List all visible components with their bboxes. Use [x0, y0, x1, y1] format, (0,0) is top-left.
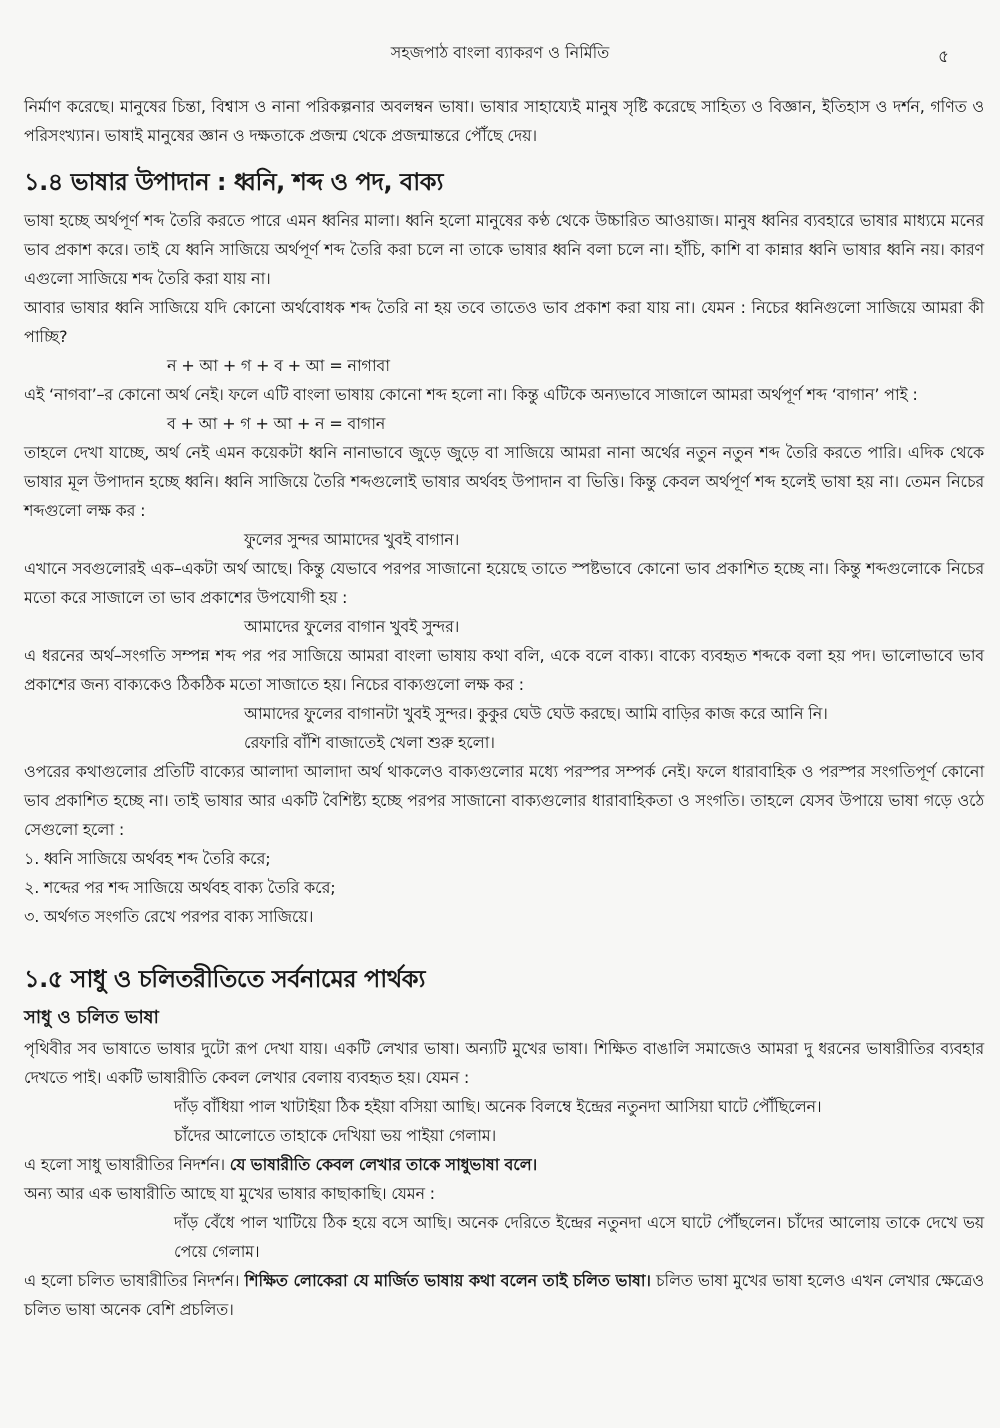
definition-bold: শিক্ষিত লোকেরা যে মার্জিত ভাষায় কথা বলেন তাই চলিত ভাষা। [244, 1271, 651, 1290]
paragraph: তাহলে দেখা যাচ্ছে, অর্থ নেই এমন কয়েকটা ধ্বনি নানাভাবে জুড়ে জুড়ে বা সাজিয়ে আমরা নানা অর্থের নতুন নতুন শব্দ তৈরি করতে পারি। এদিক থেকে ভাষার মূল উপাদান হচ্ছে ধ্বনি। ধ্বনি সাজিয়ে তৈরি শব্দগুলোই ভাষার অর্থবহ উপাদান বা ভিত্তি। কিন্তু কেবল অর্থপূর্ণ শব্দ হলেই ভাষা হয় না। তেমন নিচের শব্দগুলো লক্ষ কর : [24, 443, 984, 520]
example-equation: ন + আ + গ + ব + আ = নাগাবা [167, 356, 390, 375]
page-number: ৫ [938, 47, 950, 67]
paragraph: এ ধরনের অর্থ–সংগতি সম্পন্ন শব্দ পর পর সাজিয়ে আমরা বাংলা ভাষায় কথা বলি, একে বলে বাক্য। বাক্যে ব্যবহৃত শব্দকে বলা হয় পদ। ভালোভাবে ভাব প্রকাশের জন্য বাক্যকেও ঠিকঠিক মতো সাজাতে হয়। নিচের বাক্যগুলো লক্ষ কর : [24, 646, 984, 694]
list-item: ২. শব্দের পর শব্দ সাজিয়ে অর্থবহ বাক্য তৈরি করে; [24, 878, 336, 897]
definition-paragraph [24, 1150, 984, 1179]
paragraph: ওপরের কথাগুলোর প্রতিটি বাক্যের আলাদা আলাদা অর্থ থাকলেও বাক্যগুলোর মধ্যে পরস্পর সম্পর্ক নেই। ফলে ধারাবাহিক ও পরস্পর সংগতিপূর্ণ কোনো ভাব প্রকাশিত হচ্ছে না। তাই ভাষার আর একটি বৈশিষ্ট্য হচ্ছে পরপর সাজানো বাক্যগুলোর ধারাবাহিকতা ও সংগতি। তাহলে যেসব উপায়ে ভাষা গড়ে ওঠে সেগুলো হলো : [24, 762, 984, 839]
section-1-5-heading: ১.৫ সাধু ও চলিতরীতিতে সর্বনামের পার্থক্য [24, 965, 425, 993]
section-1-4-heading: ১.৪ ভাষার উপাদান : ধ্বনি, শব্দ ও পদ, বাক্য [24, 168, 443, 196]
paragraph: আবার ভাষার ধ্বনি সাজিয়ে যদি কোনো অর্থবোধক শব্দ তৈরি না হয় তবে তাতেও ভাব প্রকাশ করা যায় না। যেমন : নিচের ধ্বনিগুলো সাজিয়ে আমরা কী পাচ্ছি? [24, 298, 984, 346]
paragraph: অন্য আর এক ভাষারীতি আছে যা মুখের ভাষার কাছাকাছি। যেমন : [24, 1184, 435, 1203]
plain-text: চলিত ভাষা মুখের ভাষা হলেও এখন লেখার ক্ষেত্রেও চলিত ভাষা অনেক বেশি প্রচলিত। [24, 1271, 985, 1319]
definition-bold: যে ভাষারীতি কেবল লেখার তাকে সাধুভাষা বলে। [229, 1155, 537, 1174]
example-sentence: দাঁড় বেঁধে পাল খাটিয়ে ঠিক হয়ে বসে আছি। অনেক দেরিতে ইন্দ্রের নতুনদা এসে ঘাটে পৌঁছলেন। চাঁদের আলোয় তাকে দেখে ভয় পেয়ে গেলাম। [174, 1213, 984, 1261]
paragraph: এই ‘নাগবা’–র কোনো অর্থ নেই। ফলে এটি বাংলা ভাষায় কোনো শব্দ হলো না। কিন্তু এটিকে অন্যভাবে সাজালে আমরা অর্থপূর্ণ শব্দ ‘বাগান’ পাই : [24, 385, 918, 404]
example-sentence: আমাদের ফুলের বাগানটা খুবই সুন্দর। কুকুর ঘেউ ঘেউ করছে। আমি বাড়ির কাজ করে আনি নি। [244, 704, 828, 723]
intro-paragraph: নির্মাণ করেছে। মানুষের চিন্তা, বিশ্বাস ও নানা পরিকল্পনার অবলম্বন ভাষা। ভাষার সাহায্যেই মানুষ সৃষ্টি করেছে সাহিত্য ও বিজ্ঞান, ইতিহাস ও দর্শন, গণিত ও পরিসংখ্যান। ভাষাই মানুষের জ্ঞান ও দক্ষতাকে প্রজন্ম থেকে প্রজন্মান্তরে পৌঁছে দেয়। [24, 97, 984, 145]
example-sentence: ফুলের সুন্দর আমাদের খুবই বাগান। [244, 530, 460, 549]
example-sentence: দাঁড় বাঁধিয়া পাল খাটাইয়া ঠিক হইয়া বসিয়া আছি। অনেক বিলম্বে ইন্দ্রের নতুনদা আসিয়া ঘাটে পৌঁছিলেন। [174, 1097, 822, 1116]
plain-text: এ হলো সাধু ভাষারীতির নিদর্শন। [24, 1155, 230, 1174]
plain-text: এ হলো চলিত ভাষারীতির নিদর্শন। [24, 1271, 245, 1290]
example-equation: ব + আ + গ + আ + ন = বাগান [167, 414, 386, 433]
running-title: সহজপাঠ বাংলা ব্যাকরণ ও নির্মিতি [390, 43, 610, 62]
list-item: ১. ধ্বনি সাজিয়ে অর্থবহ শব্দ তৈরি করে; [24, 849, 271, 868]
example-sentence: রেফারি বাঁশি বাজাতেই খেলা শুরু হলো। [244, 733, 495, 752]
example-sentence: আমাদের ফুলের বাগান খুবই সুন্দর। [244, 617, 460, 636]
paragraph: ভাষা হচ্ছে অর্থপূর্ণ শব্দ তৈরি করতে পারে এমন ধ্বনির মালা। ধ্বনি হলো মানুষের কণ্ঠ থেকে উচ্চারিত আওয়াজ। মানুষ ধ্বনির ব্যবহারে ভাষার মাধ্যমে মনের ভাব প্রকাশ করে। তাই যে ধ্বনি সাজিয়ে অর্থপূর্ণ শব্দ তৈরি করা চলে না তাকে ভাষার ধ্বনি বলা চলে না। হাঁচি, কাশি বা কান্নার ধ্বনি ভাষার ধ্বনি নয়। কারণ এগুলো সাজিয়ে শব্দ তৈরি করা যায় না। [24, 211, 984, 288]
paragraph: পৃথিবীর সব ভাষাতে ভাষার দুটো রূপ দেখা যায়। একটি লেখার ভাষা। অন্যটি মুখের ভাষা। শিক্ষিত বাঙালি সমাজেও আমরা দু ধরনের ভাষারীতির ব্যবহার দেখতে পাই। একটি ভাষারীতি কেবল লেখার বেলায় ব্যবহৃত হয়। যেমন : [24, 1039, 984, 1087]
page-content [24, 92, 984, 1324]
example-sentence: চাঁদের আলোতে তাহাকে দেখিয়া ভয় পাইয়া গেলাম। [174, 1126, 496, 1145]
paragraph: এখানে সবগুলোরই এক–একটা অর্থ আছে। কিন্তু যেভাবে পরপর সাজানো হয়েছে তাতে স্পষ্টভাবে কোনো ভাব প্রকাশিত হচ্ছে না। কিন্তু শব্দগুলোকে নিচের মতো করে সাজালে তা ভাব প্রকাশের উপযোগী হয় : [24, 559, 984, 607]
subheading: সাধু ও চলিত ভাষা [24, 1007, 159, 1028]
list-item: ৩. অর্থগত সংগতি রেখে পরপর বাক্য সাজিয়ে। [24, 907, 314, 926]
definition-paragraph [24, 1266, 984, 1324]
